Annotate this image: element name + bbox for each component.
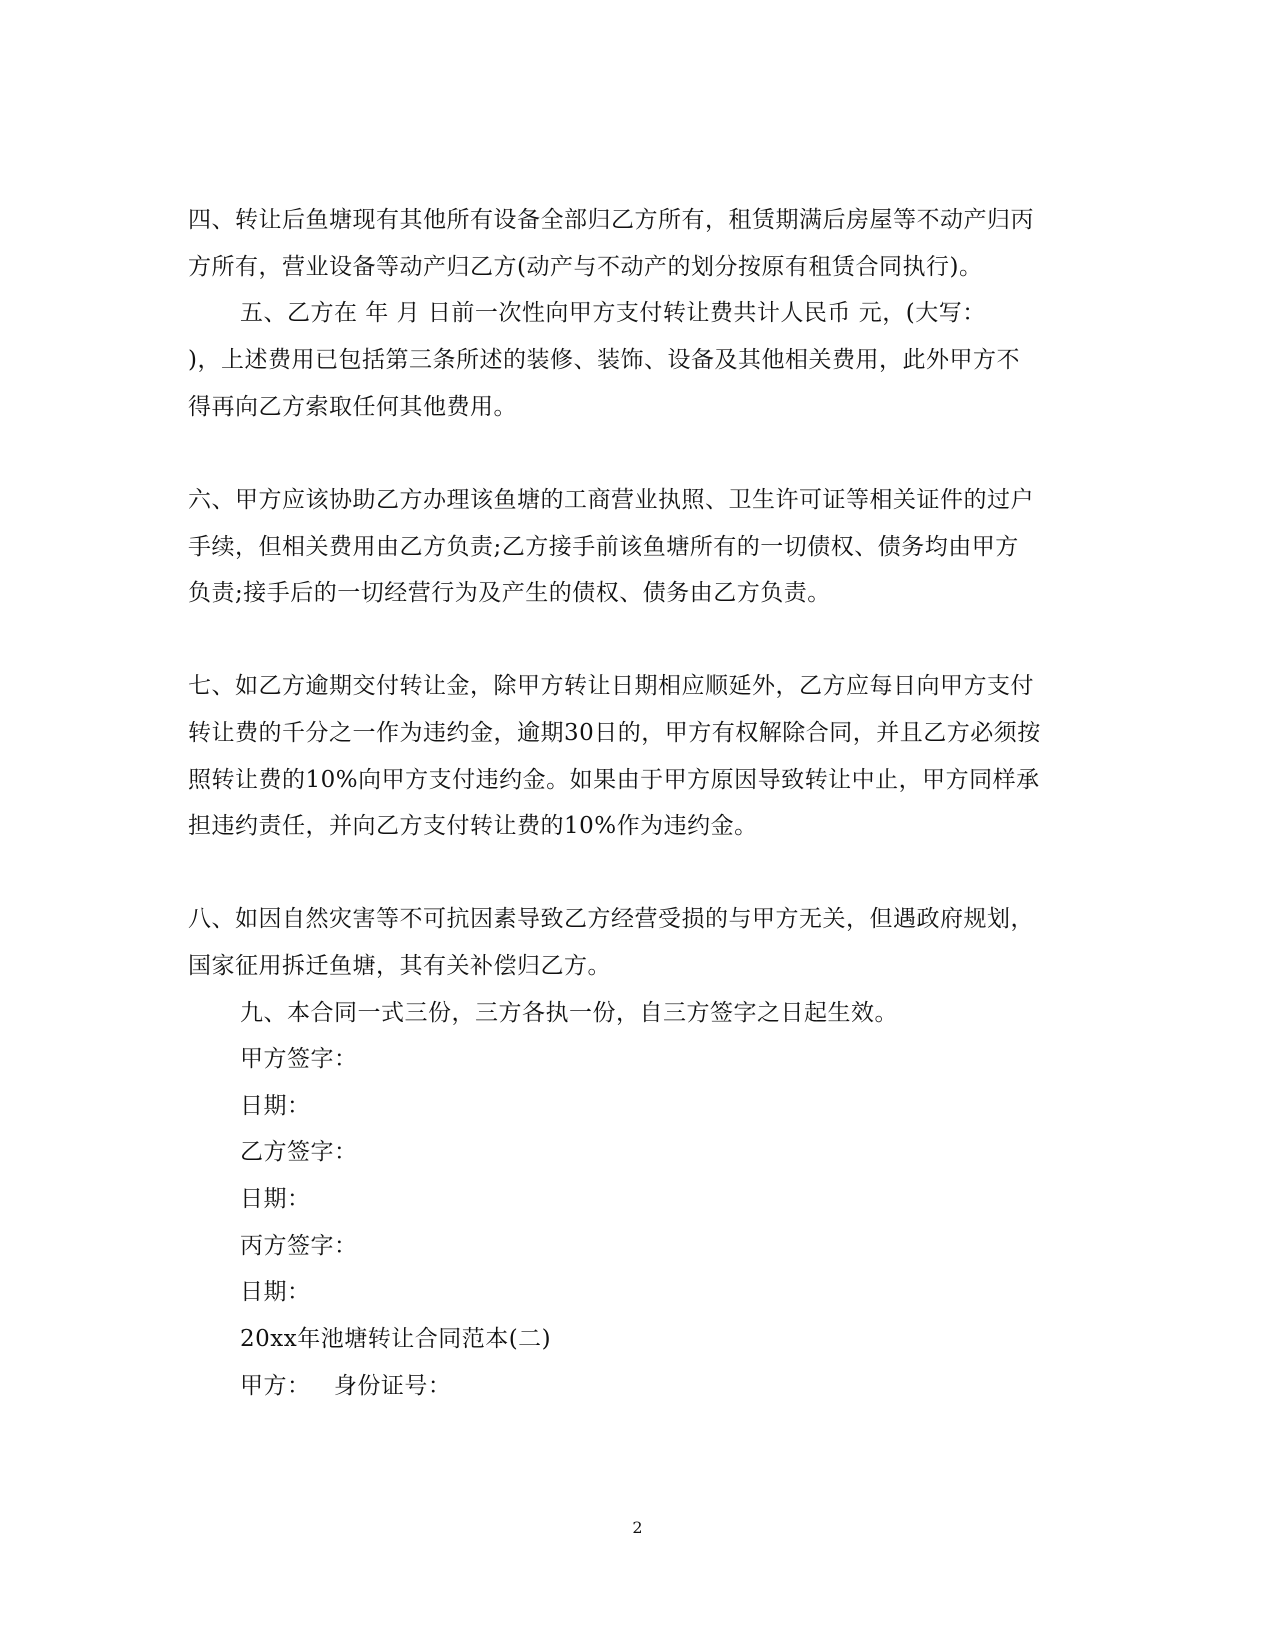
page-number: 2 <box>632 1518 643 1537</box>
clause-5-line-1: 五、乙方在 年 月 日前一次性向甲方支付转让费共计人民币 元，(大写： <box>240 300 986 326</box>
clause-7-line-3: 照转让费的10%向甲方支付违约金。如果由于甲方原因导致转让中止，甲方同样承 <box>188 767 1040 793</box>
party-c-date: 日期： <box>240 1279 311 1305</box>
clause-8-line-1: 八、如因自然灾害等不可抗因素导致乙方经营受损的与甲方无关，但遇政府规划， <box>188 906 1034 932</box>
clause-7-line-2: 转让费的千分之一作为违约金，逾期30日的，甲方有权解除合同，并且乙方必须按 <box>188 720 1041 746</box>
clause-7-line-1: 七、如乙方逾期交付转让金，除甲方转让日期相应顺延外，乙方应每日向甲方支付 <box>188 673 1034 699</box>
clause-4-line-1: 四、转让后鱼塘现有其他所有设备全部归乙方所有，租赁期满后房屋等不动产归丙 <box>188 207 1034 233</box>
clause-8-line-2: 国家征用拆迁鱼塘，其有关补偿归乙方。 <box>188 953 611 979</box>
party-c-signature: 丙方签字： <box>240 1233 358 1259</box>
party-b-date: 日期： <box>240 1186 311 1212</box>
clause-5-line-2: )，上述费用已包括第三条所述的装修、装饰、设备及其他相关费用，此外甲方不 <box>188 347 1020 373</box>
party-a-signature: 甲方签字： <box>240 1046 358 1072</box>
clause-6-line-2: 手续，但相关费用由乙方负责;乙方接手前该鱼塘所有的一切债权、债务均由甲方 <box>188 534 1019 560</box>
party-a-date: 日期： <box>240 1093 311 1119</box>
clause-5-line-3: 得再向乙方索取任何其他费用。 <box>188 394 517 420</box>
clause-4-line-2: 方所有，营业设备等动产归乙方(动产与不动产的划分按原有租赁合同执行)。 <box>188 254 983 280</box>
section-heading: 20xx年池塘转让合同范本(二) <box>240 1326 552 1352</box>
party-b-signature: 乙方签字： <box>240 1139 358 1165</box>
clause-6-line-1: 六、甲方应该协助乙方办理该鱼塘的工商营业执照、卫生许可证等相关证件的过户 <box>188 487 1034 513</box>
clause-7-line-4: 担违约责任，并向乙方支付转让费的10%作为违约金。 <box>188 813 758 839</box>
clause-6-line-3: 负责;接手后的一切经营行为及产生的债权、债务由乙方负责。 <box>188 580 831 606</box>
clause-9: 九、本合同一式三份，三方各执一份，自三方签字之日起生效。 <box>240 1000 898 1026</box>
party-a-id-line: 甲方： 身份证号： <box>240 1373 452 1399</box>
